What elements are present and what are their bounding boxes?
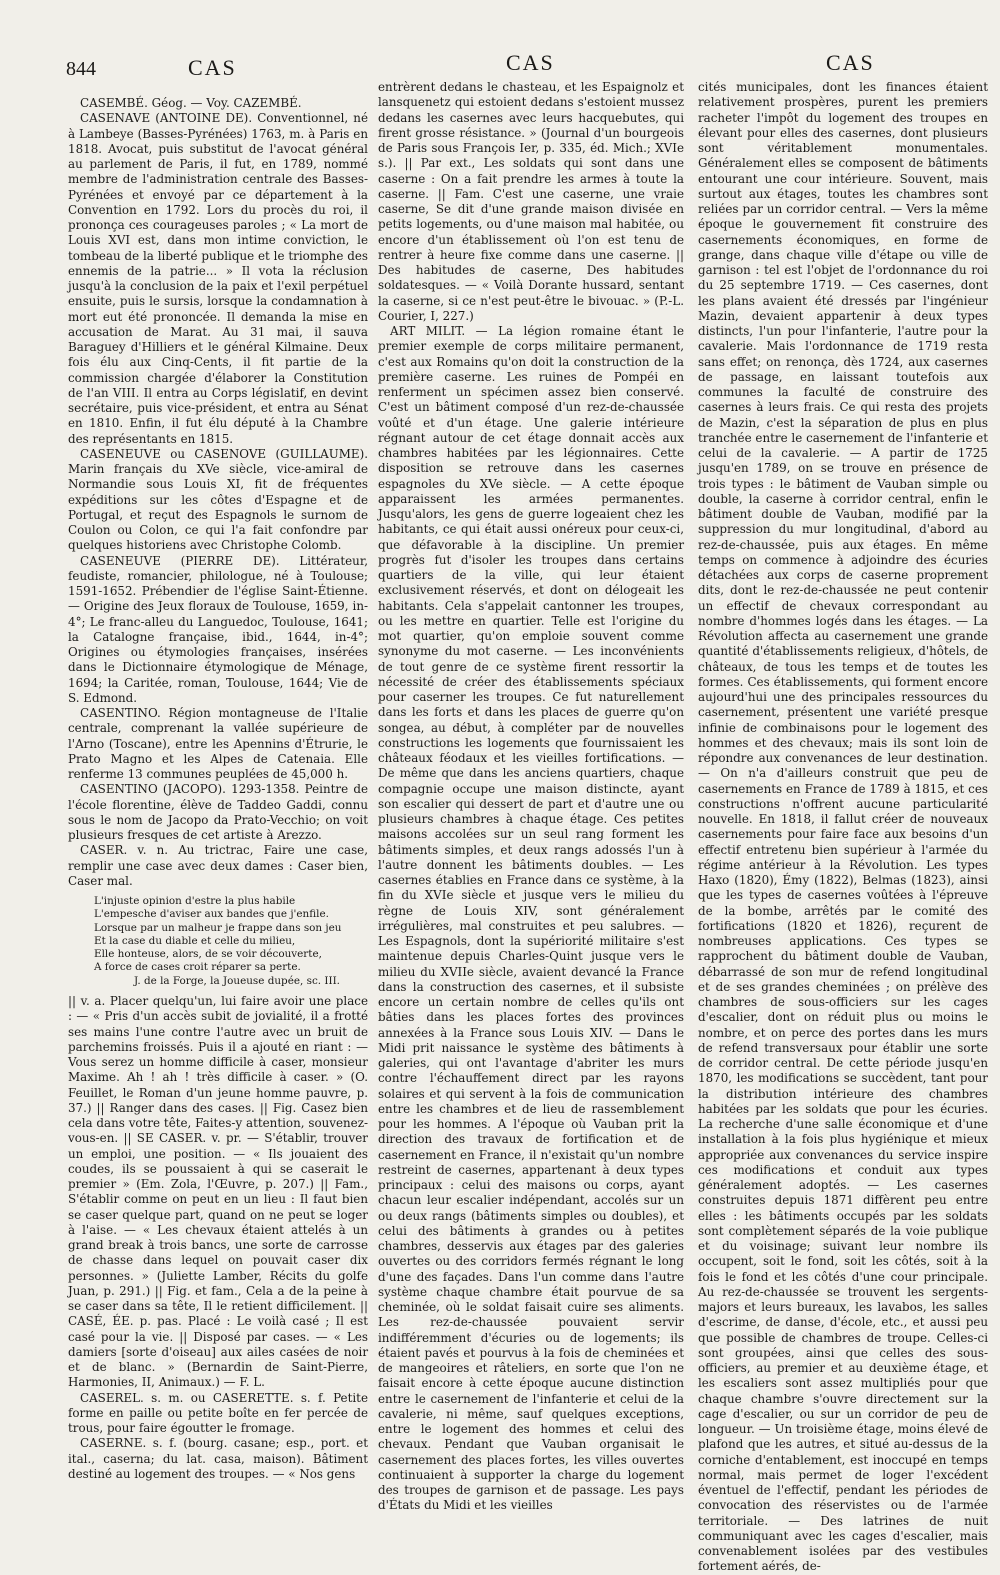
verse-line: L'empesche d'aviser aux bandes que j'enfile. (94, 908, 329, 921)
entry-caseneuve-pierre: CASENEUVE (PIERRE DE). Littérateur, feudiste, romancier, philologue, né à Toulouse; 1591-1652. Prébendier de l'église Saint-Étienne. — Origine des Jeux floraux de Toulouse, 1659, in-4°; Le franc-alleu du Languedoc, Toulouse, 1641; la Catalogne française, ibid., 1644, in-4°; Origines ou étymologies françaises, insérées dans le Dictionnaire étymologique de Ménage, 1694; la Caritée, roman, Toulouse, 1644; Vie de S. Edmond. (68, 553, 368, 705)
running-head-left: CAS (188, 55, 237, 80)
entry-casenave: CASENAVE (ANTOINE DE). Conventionnel, né à Lambeye (Basses-Pyrénées) 1763, m. à Paris en 1818. Avocat, puis substitut de l'avocat général au parlement de Paris, il fut, en 1789, nommé membre de l'administration centrale des Basses-Pyrénées et envoyé par ce département à la Convention en 1792. Lors du procès du roi, il prononça ces courageuses paroles ; « La mort de Louis XVI est, dans mon intime conviction, le tombeau de la liberté publique et le triomphe des ennemis de la patrie... » Il vota la réclusion jusqu'à la conclusion de la paix et l'exil perpétuel ensuite, puis le sursis, lorsque la condamnation à mort eut été prononcée. Il demanda la mise en accusation de Marat. Au 31 mai, il sauva Baraguey d'Hilliers et le général Kilmaine. Deux fois élu aux Cinq-Cents, il fit partie de la commission chargée d'élaborer la Constitution de l'an VIII. Il entra au Corps législatif, en devint secrétaire, puis vice-président, et entra au Sénat en 1810. Enfin, il fut élu député à la Chambre des représentants en 1815. (68, 111, 368, 446)
verse-line: Lorsque par un malheur je frappe dans son jeu (94, 921, 342, 934)
column-right (698, 80, 988, 1574)
running-head-center: CAS (506, 50, 555, 75)
verse-line: Elle honteuse, alors, de se voir découverte, (94, 948, 322, 961)
entry-caserel: CASEREL. s. m. ou CASERETTE. s. f. Petite forme en paille ou petite boîte en fer percée de trous, pour faire égoutter le fromage. (68, 1390, 368, 1436)
entry-caserne-art-milit: ART MILIT. — La légion romaine étant le premier exemple de corps militaire permanent, c'est aux Romains qu'on doit la construction de la première caserne. Les ruines de Pompéi en renferment un spécimen assez bien conservé. C'est un bâtiment composé d'un rez-de-chaussée voûté et d'un étage. Une galerie intérieure régnant autour de cet étage donnait accès aux chambres habitées par les légionnaires. Cette disposition se retrouve dans les casernes espagnoles du XVe siècle. — A cette époque apparaissent les armées permanentes. Jusqu'alors, les gens de guerre logeaient chez les habitants, ce qui était aussi onéreux pour ceux-ci, que défavorable à la discipline. Un premier progrès fut d'isoler les troupes dans certains quartiers de la ville, qui leur étaient exclusivement réservés, et dont on délogeait les habitants. Cela s'appelait cantonner les troupes, ou les mettre en quartier. Telle est l'origine du mot quartier, qu'on emploie souvent comme synonyme du mot caserne. — Les inconvénients de tout genre de ce système firent ressortir la nécessité de créer des établissements spéciaux pour caserner les troupes. Ce fut naturellement dans les forts et dans les places de guerre qu'on songea, au début, à compléter par de nouvelles constructions les logements que fournissaient les châteaux féodaux et les vieilles fortifications. — De même que dans les anciens quartiers, chaque compagnie occupe une maison distincte, ayant son escalier qui dessert de part et d'autre une ou plusieurs chambres à chaque étage. Ces petites maisons accolées sur un seul rang forment les bâtiments simples, et deux rangs adossés l'un à l'autre donnent les bâtiments doubles. — Les casernes établies en France dans ce système, à la fin du XVIe siècle et jusque vers le milieu du règne de Louis XIV, sont généralement irrégulières, mal construites et peu salubres. — Les Espagnols, dont la supériorité militaire s'est maintenue depuis Charles-Quint jusque vers le milieu du XVIIe siècle, avaient devancé la France dans la construction des casernes, et il subsiste encore un certain nombre de celles qu'ils ont bâties dans les places fortes des provinces annexées à la France sous Louis XIV. — Dans le Midi prit naissance le système des bâtiments à galeries, qui ont l'avantage d'abriter les murs contre l'échauffement direct par les rayons solaires et qui servent à la fois de communication entre les chambres et de lieu de rassemblement pour les hommes. A l'époque où Vauban prit la direction des travaux de fortification et de casernement en France, il n'existait qu'un nombre restreint de casernes, appartenant à deux types principaux : celui des maisons ou corps, ayant chacun leur escalier indépendant, accolés sur un ou deux rangs (bâtiments simples ou doubles), et celui des bâtiments à grandes ou à petites chambres, desservis aux étages par des galeries ouvertes ou des corridors fermés régnant le long d'une des façades. Dans l'un comme dans l'autre système chaque chambre était pourvue de sa cheminée, où le soldat faisait cuire ses aliments. Les rez-de-chaussée pouvaient servir indifféremment d'écuries ou de logements; ils étaient pavés et pourvus à la fois de cheminées et de mangeoires et râteliers, en sorte que l'on ne faisait encore à cette époque aucune distinction entre le casernement de l'infanterie et celui de la cavalerie, ni même, sauf quelques exceptions, entre le logement des hommes et celui des chevaux. Pendant que Vauban organisait le casernement des places fortes, les villes ouvertes continuaient à supporter la charge du logement des troupes de garnison et de passage. Les pays d'États du Midi et les vieilles (378, 324, 684, 1513)
entry-caserne-art-milit-continued: cités municipales, dont les finances étaient relativement prospères, purent les premiers racheter l'impôt du logement des troupes en élevant pour elles des casernes, dont plusieurs sont véritablement monumentales. Généralement elles se composent de bâtiments entourant une cour intérieure. Souvent, mais surtout aux étages, toutes les chambres sont reliées par un corridor central. — Vers la même époque le gouvernement fit construire des casernements économiques, en forme de grange, dans chaque ville d'étape ou ville de garnison : tel est l'objet de l'ordonnance du roi du 25 septembre 1719. — Ces casernes, dont les plans avaient été dressés par l'ingénieur Mazin, devaient appartenir à deux types distincts, l'un pour l'infanterie, l'autre pour la cavalerie. Mais l'ordonnance de 1719 resta sans effet; on renonça, dès 1724, aux casernes de passage, en laissant toutefois aux communes la faculté de construire des casernes à leurs frais. Ce qui resta des projets de Mazin, c'est la séparation de plus en plus tranchée entre le casernement de l'infanterie et celui de la cavalerie. — A partir de 1725 jusqu'en 1789, on se trouve en présence de trois types : le bâtiment de Vauban simple ou double, la caserne à corridor central, enfin le bâtiment double de Vauban, modifié par la suppression du mur longitudinal, d'abord au rez-de-chaussée, puis aux étages. En même temps on commence à adjoindre des écuries détachées aux corps de caserne proprement dits, dont le rez-de-chaussée ne peut contenir un effectif de chevaux correspondant au nombre d'hommes logés dans les étages. — La Révolution affecta au casernement une grande quantité d'établissements religieux, d'hôtels, de châteaux, de tous les temps et de toutes les formes. Ces établissements, qui forment encore aujourd'hui une des principales ressources du casernement, présentent une variété presque infinie de combinaisons pour le logement des hommes et des chevaux; mais ils sont loin de répondre aux convenances de leur destination. — On n'a d'ailleurs construit que peu de casernements en France de 1789 à 1815, et ces constructions n'offrent aucune particularité nouvelle. En 1818, il fallut créer de nouveaux casernements pour faire face aux besoins d'un effectif entretenu bien supérieur à l'armée du régime antérieur à la Révolution. Les types Haxo (1820), Émy (1822), Belmas (1823), ainsi que les types de casernes voûtées à l'épreuve de la bombe, arrêtés par le comité des fortifications (1820 et 1826), reçurent de nombreuses applications. Ces types se rapprochent du bâtiment double de Vauban, débarrassé de son mur de refend longitudinal et de ses grandes cheminées ; on prélève des chambres de sous-officiers sur les cages d'escalier, dont on réduit plus ou moins le nombre, et on perce des portes dans les murs de refend transversaux pour établir une sorte de corridor central. De cette période jusqu'en 1870, les modifications se succèdent, tant pour la distribution intérieure des chambres habitées par les soldats que pour les écuries. La recherche d'une salle économique et d'une installation à la fois plus hygiénique et mieux appropriée aux convenances du service inspire ces modifications et conduit aux types généralement adoptés. — Les casernes construites depuis 1871 diffèrent peu entre elles : les bâtiments occupés par les soldats sont complètement séparés de la voie publique et du voisinage; suivant leur nombre ils occupent, soit le fond, soit les côtés, soit à la fois le fond et les côtés d'une cour principale. Au rez-de-chaussée se trouvent les sergents-majors et leurs bureaux, les lavabos, les salles d'escrime, de danse, d'école, etc., et aussi peu que possible de chambres de troupe. Celles-ci sont groupées, ainsi que celles des sous-officiers, au premier et au deuxième étage, et les escaliers sont assez multipliés pour que chaque chambre s'ouvre directement sur la cage d'escalier, ou sur un corridor de peu de longueur. — Un troisième étage, moins élevé de plafond que les autres, et situé au-dessus de la corniche d'entablement, est inoccupé en temps normal, mais permet de loger l'excédent éventuel de l'effectif, pendant les périodes de convocation des réservistes ou de l'armée territoriale. — Des latrines de nuit communiquant avec les cages d'escalier, mais convenablement isolées par des vestibules fortement aérés, de- (698, 80, 988, 1574)
entry-casentino-jacopo: CASENTINO (JACOPO). 1293-1358. Peintre de l'école florentine, élève de Taddeo Gaddi, connu sous le nom de Jacopo da Prato-Vecchio; on voit plusieurs fresques de cet artiste à Arezzo. (68, 782, 368, 842)
entry-caser: CASER. v. n. Au trictrac, Faire une case, remplir une case avec deux dames : Caser bien, Caser mal. (68, 843, 368, 888)
entry-caserne: CASERNE. s. f. (bourg. casane; esp., port. et ital., caserna; du lat. casa, maison). Bâtiment destiné au logement des troupes. — « Nos gens (68, 1436, 368, 1481)
verse-quotation (94, 895, 368, 988)
entry-caser-continued: || v. a. Placer quelqu'un, lui faire avoir une place : — « Pris d'un accès subit de jovialité, il a frotté ses mains l'une contre l'autre avec un bruit de parchemins froissés. Puis il a ajouté en riant : — Vous serez un homme difficile à caser, monsieur Maxime. Ah ! ah ! très difficile à caser. » (O. Feuillet, le Roman d'un jeune homme pauvre, p. 37.) || Ranger dans des cases. || Fig. Casez bien cela dans votre tête, Faites-y attention, souvenez-vous-en. || SE CASER. v. pr. — S'établir, trouver un emploi, une position. — « Ils jouaient des coudes, ils se poussaient à qui se caserait le premier » (Em. Zola, l'Œuvre, p. 207.) || Fam., S'établir comme on peut en un lieu : Il faut bien se caser quelque part, quand on ne peut se loger à l'aise. — « Les chevaux étaient attelés à un grand break à trois bancs, une sorte de carrosse de chasse dans lequel on pouvait caser dix personnes. » (Juliette Lamber, Récits du golfe Juan, p. 291.) || Fig. et fam., Cela a de la peine à se caser dans sa tête, Il le retient difficilement. || CASÉ, ÉE. p. pas. Placé : Le voilà casé ; Il est casé pour la vie. || Disposé par cases. — « Les damiers [sorte d'oiseau] aux ailes casées de noir et de blanc. » (Bernardin de Saint-Pierre, Harmonies, II, Animaux.) — F. L. (68, 994, 368, 1390)
verse-line: A force de cases croit réparer sa perte. (94, 961, 301, 974)
verse-source: J. de la Forge, la Joueuse dupée, sc. III. (134, 974, 340, 987)
entry-casembe: CASEMBÉ. Géog. — Voy. CAZEMBÉ. (80, 96, 302, 110)
entry-caserne-continued: entrèrent dedans le chasteau, et les Espaignolz et lansquenetz qui estoient dedans s'estoient mussez dedans les casernes avec leurs hacquebutes, qui firent grosse résistance. » (Journal d'un bourgeois de Paris sous François Ier, p. 335, éd. Mich.; XVIe s.). || Par ext., Les soldats qui sont dans une caserne : On a fait prendre les armes à toute la caserne. || Fam. C'est une caserne, une vraie caserne, Se dit d'une grande maison divisée en petits logements, ou d'une maison mal habitée, ou encore d'un établissement où l'on est tenu de rentrer à heure fixe comme dans une caserne. || Des habitudes de caserne, Des habitudes soldatesques. — « Voilà Dorante hussard, sentant la caserne, si ce n'est peut-être le bivouac. » (P.-L. Courier, I, 227.) (378, 80, 684, 323)
running-head-right: CAS (826, 50, 875, 75)
page-number: 844 (66, 58, 96, 80)
entry-casentino-region: CASENTINO. Région montagneuse de l'Italie centrale, comprenant la vallée supérieure de l'Arno (Toscane), entre les Apennins d'Étrurie, le Prato Magno et les Alpes de Catenaia. Elle renferme 13 communes peuplées de 45,000 h. (68, 706, 368, 781)
column-left (68, 96, 368, 1481)
verse-line: L'injuste opinion d'estre la plus habile (94, 895, 296, 907)
column-center (378, 80, 684, 1513)
verse-line: Et la case du diable et celle du milieu, (94, 934, 296, 947)
entry-caseneuve-guillaume: CASENEUVE ou CASENOVE (GUILLAUME). Marin français du XVe siècle, vice-amiral de Normandie sous Louis XI, fit de fréquentes expéditions sur les côtes d'Espagne et de Portugal, et reçut des Espagnols le surnom de Coulon ou Colon, ce qui l'a fait confondre par quelques historiens avec Christophe Colomb. (68, 446, 368, 553)
